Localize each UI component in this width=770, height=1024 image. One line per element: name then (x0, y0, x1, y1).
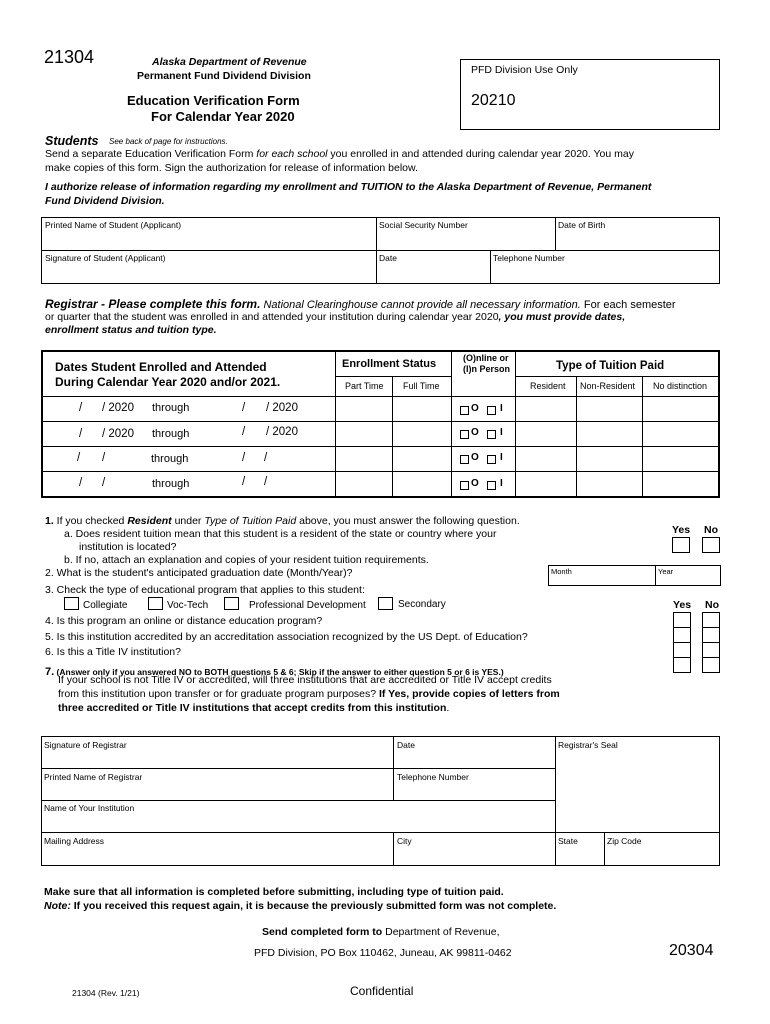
q1-text-b: under (171, 515, 205, 527)
q1-text-c: above, you must answer the following question. (296, 515, 520, 527)
q4-no-checkbox[interactable] (702, 612, 720, 628)
dates-header-line1: Dates Student Enrolled and Attended (55, 360, 267, 374)
row2-o-label: O (471, 427, 479, 438)
question-4: 4. Is this program an online or distance education program? (45, 615, 323, 627)
date-of-birth-field[interactable]: Date of Birth (558, 220, 606, 230)
zip-code-field[interactable]: Zip Code (607, 836, 642, 846)
row4-inperson-checkbox[interactable] (487, 481, 496, 490)
row3-start-slash1[interactable]: / (77, 452, 81, 464)
q6-yes-checkbox[interactable] (673, 642, 691, 658)
registrar-date-field[interactable]: Date (397, 740, 415, 750)
row2-online-checkbox[interactable] (460, 430, 469, 439)
row1-end-slash1[interactable]: / (242, 402, 246, 414)
footer-code: 20304 (669, 942, 714, 959)
row3-o-label: O (471, 452, 479, 463)
q5-yes-checkbox[interactable] (673, 627, 691, 643)
row4-o-label: O (471, 478, 479, 489)
note-label: Note: (44, 900, 71, 912)
row3-inperson-checkbox[interactable] (487, 455, 496, 464)
yes-header-q4: Yes (673, 599, 692, 611)
q1-tuition-type: Type of Tuition Paid (204, 515, 297, 527)
row3-start-slash2[interactable]: / (102, 452, 106, 464)
form-number: 21304 (44, 47, 95, 67)
instr-text-a: Send a separate Education Verification Form (45, 148, 257, 160)
q5-no-checkbox[interactable] (702, 627, 720, 643)
see-back-note: See back of page for instructions. (109, 137, 228, 146)
q7-line3-a: from this institution upon transfer or for graduate program purposes? (58, 688, 379, 700)
row4-start-slash2[interactable]: / (102, 477, 106, 489)
mailing-address-line: PFD Division, PO Box 110462, Juneau, AK 99811-0462 (254, 947, 512, 959)
row3-online-checkbox[interactable] (460, 455, 469, 464)
completion-reminder: Make sure that all information is completed before submitting, including type of tuition paid. (44, 886, 504, 898)
row1-online-checkbox[interactable] (460, 406, 469, 415)
department-name: Alaska Department of Revenue (152, 56, 307, 68)
send-to-label: Send completed form to (262, 926, 383, 938)
row3-end-slash2[interactable]: / (264, 452, 268, 464)
q7-no-checkbox[interactable] (702, 657, 720, 673)
question-1a-line1: a. Does resident tuition mean that this student is a resident of the state or country where your (64, 528, 497, 540)
student-printed-name-field[interactable]: Printed Name of Student (Applicant) (45, 220, 182, 230)
row4-start-slash1[interactable]: / (79, 477, 83, 489)
authorization-line2: Fund Dividend Division. (45, 195, 165, 207)
state-field[interactable]: State (558, 836, 578, 846)
non-resident-header: Non-Resident (580, 381, 636, 391)
send-to-line (262, 926, 500, 938)
registrar-heading-line (45, 297, 676, 311)
mailing-address-field[interactable]: Mailing Address (44, 836, 105, 846)
row2-inperson-checkbox[interactable] (487, 430, 496, 439)
pfd-use-only-code: 20210 (471, 92, 516, 109)
student-signature-field[interactable]: Signature of Student (Applicant) (45, 253, 166, 263)
registrar-info-table (41, 736, 720, 866)
resubmission-note (44, 900, 556, 912)
city-field[interactable]: City (397, 836, 412, 846)
ssn-field[interactable]: Social Security Number (379, 220, 468, 230)
collegiate-label: Collegiate (83, 600, 128, 611)
student-date-field[interactable]: Date (379, 253, 397, 263)
row2-start-slash1[interactable]: / (79, 428, 83, 440)
graduation-date-box (548, 565, 721, 586)
row2-start-year[interactable]: / 2020 (102, 428, 134, 440)
row2-end-year[interactable]: / 2020 (266, 426, 298, 438)
division-name: Permanent Fund Dividend Division (137, 70, 311, 82)
enrollment-status-header: Enrollment Status (342, 358, 437, 370)
registrar-telephone-field[interactable]: Telephone Number (397, 772, 469, 782)
q7-number: 7. (45, 666, 55, 678)
q1-text-a: If you checked (53, 515, 128, 527)
institution-name-field[interactable]: Name of Your Institution (44, 803, 135, 813)
q1-number: 1. (45, 515, 54, 527)
professional-development-label: Professional Development (249, 600, 366, 611)
instr-text-c: you enrolled in and attended during calendar year 2020. You may (327, 148, 634, 160)
question-6: 6. Is this a Title IV institution? (45, 646, 181, 658)
q7-yes-checkbox[interactable] (673, 657, 691, 673)
row3-i-label: I (500, 452, 503, 463)
students-heading: Students (45, 134, 99, 148)
question-1a-line2: institution is located? (79, 541, 177, 553)
note-text: If you received this request again, it is because the previously submitted form was not complete. (70, 900, 557, 912)
yes-header-q1: Yes (672, 524, 691, 536)
online-header-line2: (I)n Person (463, 364, 511, 374)
row3-end-slash1[interactable]: / (242, 452, 246, 464)
form-subtitle: For Calendar Year 2020 (151, 109, 295, 124)
row1-through: through (152, 402, 190, 414)
voc-tech-checkbox[interactable] (148, 597, 163, 610)
q7-line3-b: If Yes, provide copies of letters from (379, 688, 560, 700)
no-distinction-header: No distinction (653, 381, 708, 391)
no-header-q1: No (704, 524, 718, 536)
collegiate-checkbox[interactable] (64, 597, 79, 610)
q7-line4-dot: . (446, 702, 450, 714)
question-7-line4 (58, 702, 449, 714)
no-header-q4: No (705, 599, 719, 611)
part-time-header: Part Time (345, 381, 384, 391)
question-1b: b. If no, attach an explanation and copies of your resident tuition requirements. (64, 554, 429, 566)
pfd-use-only-label: PFD Division Use Only (471, 64, 578, 76)
row1-o-label: O (471, 403, 479, 414)
row4-i-label: I (500, 478, 503, 489)
secondary-label: Secondary (398, 599, 446, 610)
registrar-heading: Registrar - Please complete this form. (45, 297, 261, 311)
graduation-month-field[interactable]: Month (551, 567, 572, 576)
voc-tech-label: Voc-Tech (167, 600, 209, 611)
row4-online-checkbox[interactable] (460, 481, 469, 490)
q6-no-checkbox[interactable] (702, 642, 720, 658)
secondary-checkbox[interactable] (378, 597, 393, 610)
registrar-signature-field[interactable]: Signature of Registrar (44, 740, 127, 750)
question-7-line2: If your school is not Title IV or accredited, will three institutions that are accredited or Title IV accept credits (58, 674, 552, 686)
online-header-line1: (O)nline or (463, 353, 509, 363)
instr-text-b: for each school (256, 148, 328, 160)
q7-condition: (Answer only if you answered NO to BOTH questions 5 & 6; Skip if the answer to either question 5 or 6 is YES.) (54, 667, 504, 677)
question-2: 2. What is the student's anticipated graduation date (Month/Year)? (45, 567, 353, 579)
form-title: Education Verification Form (127, 93, 300, 108)
question-1 (45, 515, 520, 527)
q1-resident: Resident (127, 515, 172, 527)
full-time-header: Full Time (403, 381, 440, 391)
q4-yes-checkbox[interactable] (673, 612, 691, 628)
question-7-line3 (58, 688, 560, 700)
row1-end-year[interactable]: / 2020 (266, 402, 298, 414)
question-3: 3. Check the type of educational program that applies to this student: (45, 584, 365, 596)
question-5: 5. Is this institution accredited by an accreditation association recognized by the US Dept. of Education? (45, 631, 528, 643)
row1-inperson-checkbox[interactable] (487, 406, 496, 415)
revision-label: 21304 (Rev. 1/21) (72, 988, 140, 998)
send-to-dept: Department of Revenue, (382, 926, 500, 938)
row1-start-slash1[interactable]: / (79, 402, 83, 414)
row2-i-label: I (500, 427, 503, 438)
q1-no-checkbox[interactable] (702, 537, 720, 553)
row2-end-slash1[interactable]: / (242, 426, 246, 438)
registrar-seal-field[interactable]: Registrar's Seal (558, 740, 618, 750)
row1-i-label: I (500, 403, 503, 414)
row4-end-slash2[interactable]: / (264, 476, 268, 488)
authorization-line1: I authorize release of information regarding my enrollment and TUITION to the Alaska Department of Revenue, Permanent (45, 181, 652, 193)
row4-end-slash1[interactable]: / (242, 476, 246, 488)
students-instructions-line1 (45, 148, 634, 160)
registrar-line2-b: , you must provide dates, (498, 311, 626, 323)
tuition-type-header: Type of Tuition Paid (556, 360, 665, 372)
registrar-tail: For each semester (580, 299, 676, 311)
resident-header: Resident (530, 381, 566, 391)
registrar-line3: enrollment status and tuition type. (45, 324, 217, 336)
student-telephone-field[interactable]: Telephone Number (493, 253, 565, 263)
students-instructions-line2: make copies of this form. Sign the authorization for release of information below. (45, 162, 418, 174)
row2-through: through (152, 428, 190, 440)
dates-header-line2: During Calendar Year 2020 and/or 2021. (55, 375, 281, 389)
registrar-line2-a: or quarter that the student was enrolled in and attended your institution during calendar year 2020 (45, 311, 499, 323)
professional-development-checkbox[interactable] (224, 597, 239, 610)
q7-line4-text: three accredited or Title IV institutions that accept credits from this institution (58, 702, 447, 714)
registrar-printed-name-field[interactable]: Printed Name of Registrar (44, 772, 143, 782)
row1-start-year[interactable]: / 2020 (102, 402, 134, 414)
graduation-year-field[interactable]: Year (658, 567, 674, 576)
row4-through: through (152, 478, 190, 490)
q1-yes-checkbox[interactable] (672, 537, 690, 553)
registrar-line2 (45, 311, 625, 323)
confidential-label: Confidential (350, 984, 414, 998)
row3-through: through (151, 453, 189, 465)
clearinghouse-note: National Clearinghouse cannot provide all necessary information. (260, 299, 581, 311)
